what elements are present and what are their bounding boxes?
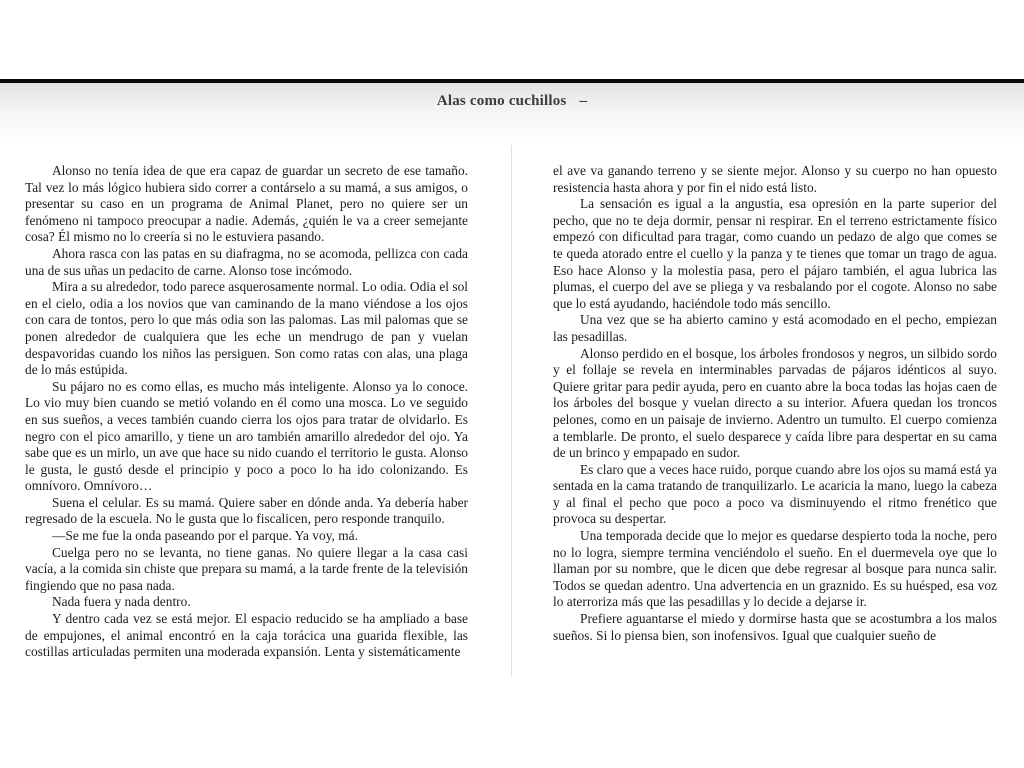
page-header-background	[0, 83, 1024, 140]
top-toolbar-area	[0, 0, 1024, 79]
paragraph: Su pájaro no es como ellas, es mucho más inteligente. Alonso ya lo conoce. Lo vio muy bien cuando se metió volando en él como una mosca. Lo ve seguido en sus sueños, a veces también cuando cierra los ojos para tratar de olvidarlo. Es negro con el pico amarillo, y tiene un aro también amarillo alrededor del ojo. Ya sabe que es un mirlo, un ave que hace su nido cuando el territorio le gusta. Alonso le gusta, le gustó desde el principio y poco a poco lo ha ido colonizando. Es omnívoro. Omnívoro…	[25, 378, 468, 494]
paragraph: La sensación es igual a la angustia, esa opresión en la parte superior del pecho, que no te deja dormir, pensar ni respirar. En el terreno estrictamente físico empezó con dificultad para tragar, como cuando un pedazo de algo que comes se te queda atorado entre el cuello y la panza y te tienes que tomar un trago de agua. Eso hace Alonso y la molestia pasa, pero el pájaro también, el agua lubrica las plumas, el cuerpo del ave se pliega y va resbalando por el cogote. Alonso no sabe que lo está ayudando, haciéndole todo más sencillo.	[553, 196, 997, 311]
chapter-header	[0, 93, 1024, 110]
paragraph: Nada fuera y nada dentro.	[52, 594, 191, 610]
paragraph: Mira a su alrededor, todo parece asquerosamente normal. Lo odia. Odia el sol en el cielo, odia a los novios que van caminando de la mano viéndose a los ojos con cara de tontos, pero lo que más odia son las palomas. Las mil palomas que se ponen alrededor de cualquiera que les eche un mendrugo de pan y vuelan despavoridas cuando los niños las persiguen. Son como ratas con alas, una plaga de lo más estúpida.	[25, 279, 468, 378]
paragraph: Alonso no tenía idea de que era capaz de guardar un secreto de ese tamaño. Tal vez lo más lógico hubiera sido correr a contárselo a su mamá, a sus amigos, o presentar su caso en un programa de Animal Planet, pero no quiere ser un fenómeno ni tampoco preocupar a nadie. Además, ¿quién le va a creer semejante cosa? Él mismo no lo creería si no le estuviera pasando.	[25, 163, 468, 245]
paragraph: Es claro que a veces hace ruido, porque cuando abre los ojos su mamá está ya sentada en la cama tratando de tranquilizarlo. Le acaricia la mano, luego la cabeza y al final el pecho que poco a poco va disminuyendo el ritmo frenético que provoca su despertar.	[553, 461, 997, 527]
paragraph: Una temporada decide que lo mejor es quedarse despierto toda la noche, pero no lo logra, siempre termina venciéndolo el sueño. En el duermevela oye que lo llaman por su nombre, que le dicen que debe regresar al bosque para nunca salir. Todos se quedan adentro. Una advertencia en un graznido. Es su huésped, esa voz lo aterroriza más que las pesadillas y lo decide a dejarse ir.	[553, 528, 997, 610]
paragraph: Alonso perdido en el bosque, los árboles frondosos y negros, un silbido sordo y el follaje se revela en interminables parvadas de pájaros idénticos al suyo. Quiere gritar para pedir ayuda, pero en cuanto abre la boca todas las hojas caen de los árboles del bosque y vuelan directo a su interior. Afuera quedan los troncos pelones, como en un paisaje de invierno. Adentro un tumulto. El cuerpo comienza a temblarle. De pronto, el suelo desparece y caída libre para despertar en su cama de un brinco y empapado en sudor.	[553, 345, 997, 461]
header-progress-dash: –	[579, 93, 588, 109]
paragraph: —Se me fue la onda paseando por el parque. Ya voy, má.	[52, 528, 358, 544]
chapter-title: Alas como cuchillos	[436, 93, 567, 109]
paragraph: Una vez que se ha abierto camino y está acomodado en el pecho, empiezan las pesadillas.	[553, 312, 997, 344]
page-content	[25, 163, 997, 661]
left-text-column	[25, 163, 468, 661]
paragraph: Prefiere aguantarse el miedo y dormirse hasta que se acostumbra a los malos sueños. Si lo piensa bien, son inofensivos. Igual que cualquier sueño de	[553, 611, 997, 643]
paragraph: Suena el celular. Es su mamá. Quiere saber en dónde anda. Ya debería haber regresado de la escuela. No le gusta que lo fiscalicen, pero responde tranquilo.	[25, 494, 468, 527]
paragraph: Y dentro cada vez se está mejor. El espacio reducido se ha ampliado a base de empujones, el animal encontró en la caja torácica una guarida flexible, las costillas articuladas permiten una moderada expansión. Lenta y sistemáticamente	[25, 611, 468, 660]
right-text-column	[553, 163, 997, 661]
paragraph: Cuelga pero no se levanta, no tiene ganas. No quiere llegar a la casa casi vacía, a la comida sin chiste que prepara su mamá, a la tarde frente de la televisión fingiendo que no pasa nada.	[25, 544, 468, 593]
paragraph: Ahora rasca con las patas en su diafragma, no se acomoda, pellizca con cada una de sus uñas un pedacito de carne. Alonso tose incómodo.	[25, 245, 468, 278]
paragraph: el ave va ganando terreno y se siente mejor. Alonso y su cuerpo no han opuesto resistencia hasta ahora y por fin el nido está listo.	[553, 163, 997, 195]
